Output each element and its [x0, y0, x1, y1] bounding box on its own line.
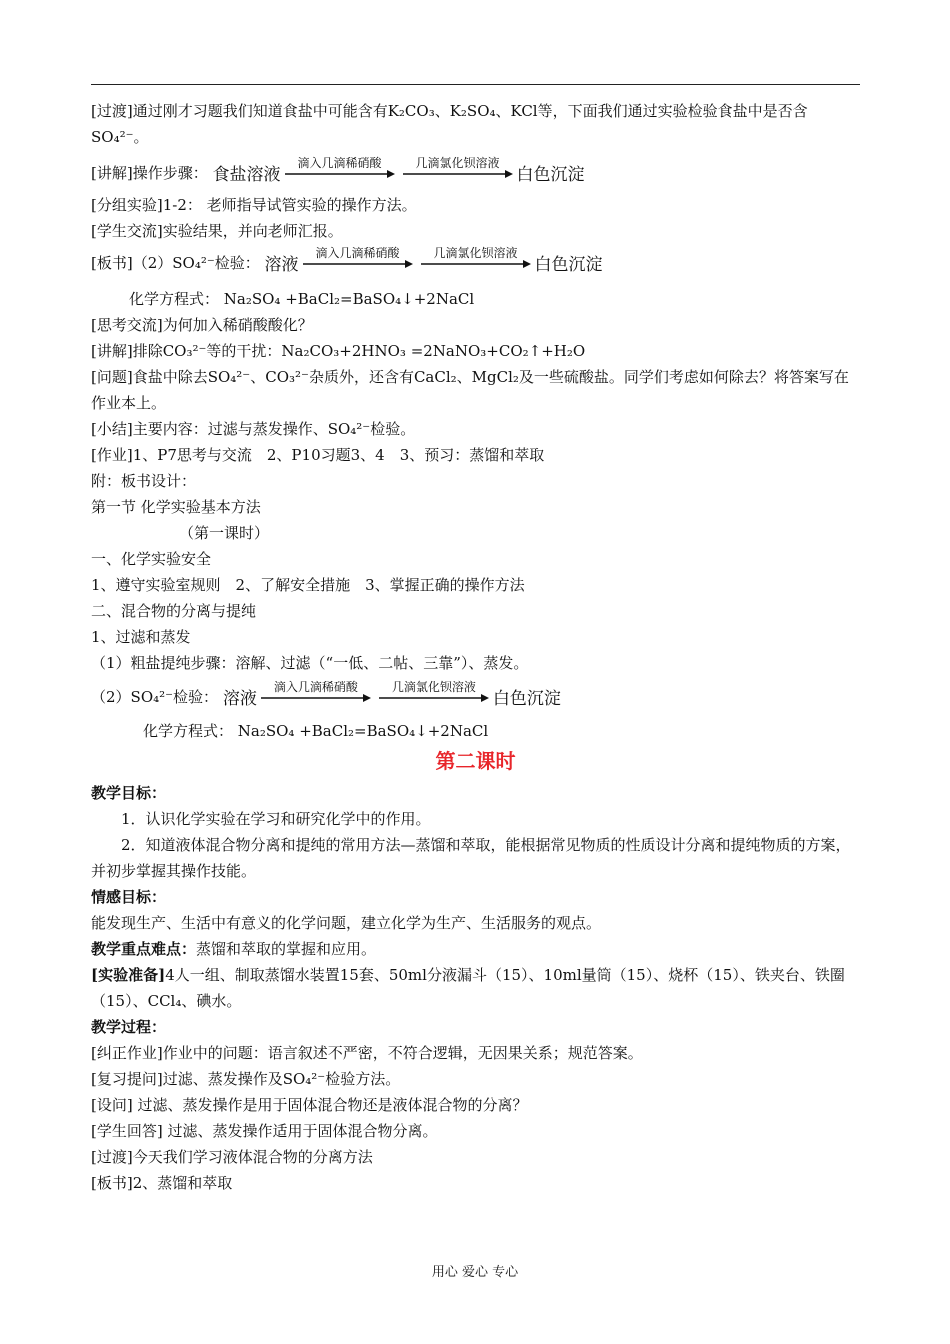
line-summary: [小结]主要内容：过滤与蒸发操作、SO₄²⁻检验。 [91, 420, 416, 438]
process-transition: [过渡]今天我们学习液体混合物的分离方法 [91, 1148, 373, 1166]
arrow-icon [421, 260, 531, 268]
line-lesson-1: （第一课时） [179, 524, 270, 542]
line-explain-co3: [讲解]排除CO₃²⁻等的干扰：Na₂CO₃+2HNO₃ =2NaNO₃+CO₂↑+H₂O [91, 342, 586, 360]
line-student-exchange: [学生交流]实验结果，并向老师汇报。 [91, 222, 343, 240]
flow-diagram-1 [213, 156, 585, 186]
line-appendix: 附：板书设计： [91, 472, 197, 490]
goal-2: 2．知道液体混合物分离和提纯的常用方法—蒸馏和萃取，能根据常见物质的性质设计分离和提纯物质的方案，并初步掌握其操作技能。 [91, 836, 851, 880]
flow1-end: 白色沉淀 [516, 165, 585, 185]
line-salt-steps: （1）粗盐提纯步骤：溶解、过滤（“一低、二帖、三靠”）、蒸发。 [91, 654, 529, 672]
line-transition: [过渡]通过刚才习题我们知道食盐中可能含有K₂CO₃、K₂SO₄、KCl等，下面我们通过实验检验食盐中是否含 [91, 102, 808, 120]
emotion-goals: 能发现生产、生活中有意义的化学问题，建立化学为生产、生活服务的观点。 [91, 914, 602, 932]
key-points [91, 936, 860, 962]
flow3-end: 白色沉淀 [492, 689, 561, 709]
line-safety: 一、化学实验安全 [91, 550, 212, 568]
flow-diagram-3 [223, 680, 561, 710]
line-so4-test [91, 680, 860, 710]
flow1-arrow2 [403, 156, 513, 178]
process-review: [复习提问]过滤、蒸发操作及SO₄²⁻检验方法。 [91, 1070, 401, 1088]
flow-diagram-2 [265, 246, 603, 276]
teaching-process-label: 教学过程： [91, 1018, 167, 1036]
flow2-start: 溶液 [264, 255, 299, 275]
line-think: [思考交流]为何加入稀硝酸酸化？ [91, 316, 313, 334]
process-answer: [学生回答] 过滤、蒸发操作适用于固体混合物分离。 [91, 1122, 438, 1140]
process-correct-homework: [纠正作业]作业中的问题：语言叙述不严密，不符合逻辑，无因果关系；规范答案。 [91, 1044, 643, 1062]
experiment-prep-text: 4人一组、制取蒸馏水装置15套、50ml分液漏斗（15）、10ml量筒（15）、烧杯（15）、铁夹台、铁圈（15）、CCl₄、碘水。 [91, 966, 845, 1010]
flow2-arrow2 [421, 246, 531, 268]
arrow-icon [403, 170, 513, 178]
line-separation: 二、混合物的分离与提纯 [91, 602, 257, 620]
process-ask: [设问] 过滤、蒸发操作是用于固体混合物还是液体混合物的分离？ [91, 1096, 528, 1114]
flow2-step1: 滴入几滴稀硝酸 [315, 246, 400, 260]
board-so4-label: [板书]（2）SO₄²⁻检验： [91, 254, 260, 272]
flow3-step1: 滴入几滴稀硝酸 [273, 680, 358, 694]
arrow-icon [285, 170, 395, 178]
line-procedure [91, 156, 860, 186]
process-board: [板书]2、蒸馏和萃取 [91, 1174, 233, 1192]
arrow-icon [261, 694, 371, 702]
line-homework: [作业]1、P7思考与交流 2、P10习题3、4 3、预习：蒸馏和萃取 [91, 446, 545, 464]
flow2-arrow1 [303, 246, 413, 268]
line-so4: SO₄²⁻。 [91, 128, 149, 146]
emotion-goals-label: 情感目标： [91, 888, 167, 906]
flow1-start: 食盐溶液 [212, 165, 281, 185]
flow1-step1: 滴入几滴稀硝酸 [297, 156, 382, 170]
experiment-prep-label: [实验准备] [91, 966, 166, 984]
lesson-2-heading: 第二课时 [435, 749, 516, 773]
flow3-arrow1 [261, 680, 371, 702]
experiment-prep [91, 962, 860, 1014]
key-points-label: 教学重点难点： [91, 940, 197, 958]
arrow-icon [303, 260, 413, 268]
flow2-end: 白色沉淀 [534, 255, 603, 275]
line-filter-evaporate: 1、过滤和蒸发 [91, 628, 191, 646]
key-points-text: 蒸馏和萃取的掌握和应用。 [196, 940, 377, 958]
arrow-icon [379, 694, 489, 702]
teaching-goals-label: 教学目标： [91, 784, 167, 802]
flow3-step2: 几滴氯化钡溶液 [391, 680, 476, 694]
goal-1: 1．认识化学实验在学习和研究化学中的作用。 [121, 810, 431, 828]
flow3-start: 溶液 [222, 689, 257, 709]
line-board-so4 [91, 246, 860, 276]
line-group-experiment: [分组实验]1-2： 老师指导试管实验的操作方法。 [91, 196, 417, 214]
page-footer: 用心 爱心 专心 [431, 1265, 519, 1280]
document-body [91, 98, 860, 1196]
so4-test-label: （2）SO₄²⁻检验： [91, 688, 219, 706]
procedure-label: [讲解]操作步骤： [91, 164, 208, 182]
line-equation-2: 化学方程式： Na₂SO₄ +BaCl₂=BaSO₄↓+2NaCl [143, 722, 489, 740]
header-rule [91, 84, 860, 85]
line-section-title: 第一节 化学实验基本方法 [91, 498, 261, 516]
flow2-step2: 几滴氯化钡溶液 [433, 246, 518, 260]
flow1-arrow1 [285, 156, 395, 178]
flow1-step2: 几滴氯化钡溶液 [415, 156, 500, 170]
line-question: [问题]食盐中除去SO₄²⁻、CO₃²⁻杂质外，还含有CaCl₂、MgCl₂及一些硫酸盐。同学们考虑如何除去？将答案写在作业本上。 [91, 368, 849, 412]
line-safety-items: 1、遵守实验室规则 2、了解安全措施 3、掌握正确的操作方法 [91, 576, 525, 594]
line-equation-1: 化学方程式： Na₂SO₄ +BaCl₂=BaSO₄↓+2NaCl [129, 290, 475, 308]
flow3-arrow2 [379, 680, 489, 702]
